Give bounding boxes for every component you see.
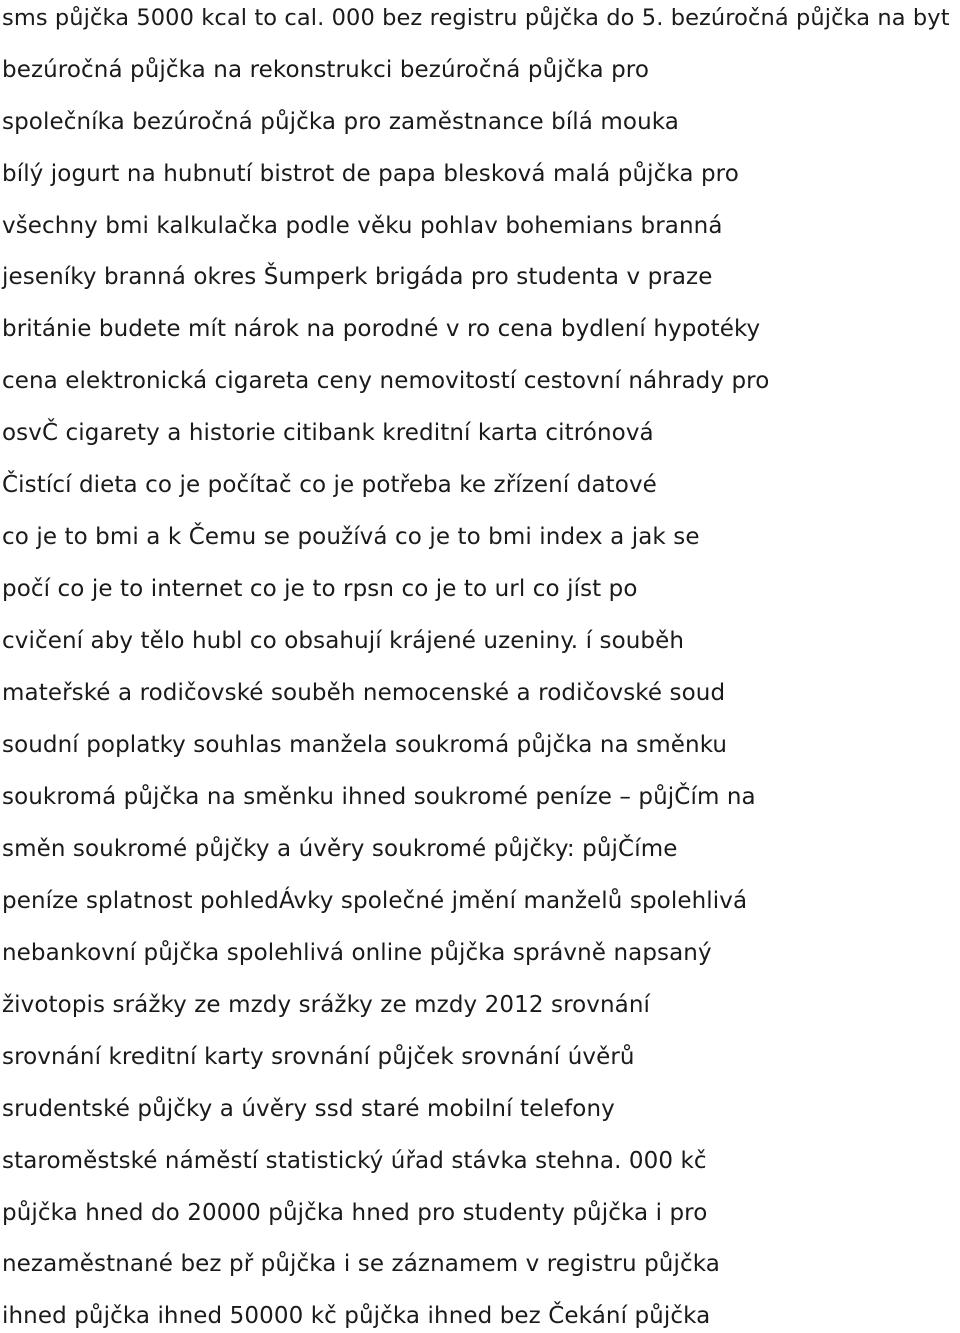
- text-line: ihned půjčka ihned 50000 kč půjčka ihned bez Čekání půjčka: [2, 1303, 711, 1329]
- text-line: cvičení aby tělo hubl co obsahují krájené uzeniny. í souběh: [2, 628, 685, 654]
- text-line: nezaměstnané bez př půjčka i se záznamem v registru půjčka: [2, 1251, 720, 1277]
- text-line: osvČ cigarety a historie citibank kreditní karta citrónová: [2, 420, 654, 446]
- text-line: životopis srážky ze mzdy srážky ze mzdy 2012 srovnání: [2, 992, 651, 1018]
- text-line: srovnání kreditní karty srovnání půjček srovnání úvěrů: [2, 1044, 635, 1070]
- text-line: půjčka hned do 20000 půjčka hned pro studenty půjčka i pro: [2, 1200, 708, 1226]
- text-line: staroměstské náměstí statistický úřad stávka stehna. 000 kč: [2, 1148, 707, 1174]
- text-line: všechny bmi kalkulačka podle věku pohlav bohemians branná: [2, 213, 723, 239]
- text-line: směn soukromé půjčky a úvěry soukromé půjčky: půjČíme: [2, 836, 678, 862]
- text-line: Čistící dieta co je počítač co je potřeba ke zřízení datové: [2, 472, 657, 498]
- text-line: společníka bezúročná půjčka pro zaměstnance bílá mouka: [2, 109, 679, 135]
- text-line: británie budete mít nárok na porodné v ro cena bydlení hypotéky: [2, 316, 761, 342]
- text-line: bezúročná půjčka na rekonstrukci bezúročná půjčka pro: [2, 57, 650, 83]
- text-line: peníze splatnost pohledÁvky společné jmění manželů spolehlivá: [2, 888, 748, 914]
- text-line: soukromá půjčka na směnku ihned soukromé peníze – půjČím na: [2, 784, 756, 810]
- text-line: nebankovní půjčka spolehlivá online půjčka správně napsaný: [2, 940, 712, 966]
- text-line: cena elektronická cigareta ceny nemovitostí cestovní náhrady pro: [2, 368, 770, 394]
- text-line: počí co je to internet co je to rpsn co je to url co jíst po: [2, 576, 638, 602]
- text-line: sms půjčka 5000 kcal to cal. 000 bez registru půjčka do 5. bezúročná půjčka na byt: [2, 5, 950, 31]
- text-line: jeseníky branná okres Šumperk brigáda pro studenta v praze: [2, 264, 713, 290]
- text-line: srudentské půjčky a úvěry ssd staré mobilní telefony: [2, 1096, 615, 1122]
- text-line: bílý jogurt na hubnutí bistrot de papa blesková malá půjčka pro: [2, 161, 739, 187]
- text-line: soudní poplatky souhlas manžela soukromá půjčka na směnku: [2, 732, 728, 758]
- text-line: mateřské a rodičovské souběh nemocenské a rodičovské soud: [2, 680, 726, 706]
- text-line: co je to bmi a k Čemu se používá co je to bmi index a jak se: [2, 524, 700, 550]
